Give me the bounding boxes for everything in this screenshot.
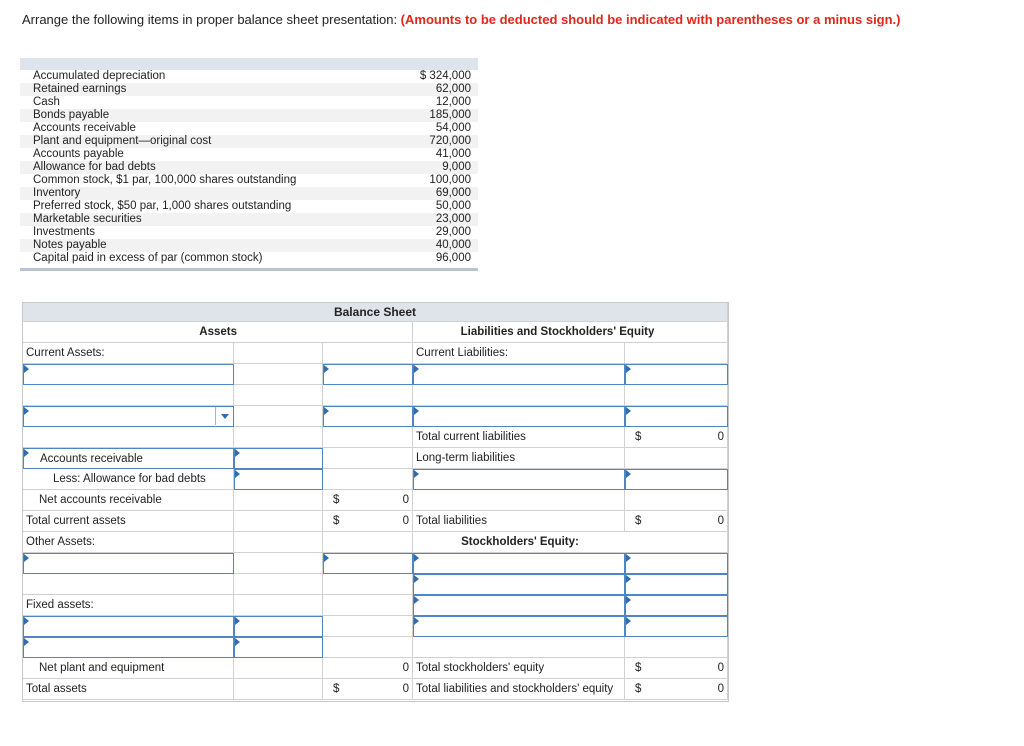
item-label: Investments — [33, 226, 95, 238]
item-label: Accumulated depreciation — [33, 70, 166, 82]
item-row — [20, 96, 478, 109]
item-amount: 69,000 — [435, 187, 471, 199]
item-row — [20, 148, 478, 161]
item-label: Bonds payable — [33, 109, 110, 121]
item-row — [20, 252, 478, 265]
total-assets-label: Total assets — [23, 679, 234, 700]
dollar-sign: $ — [333, 494, 340, 506]
dollar-sign: $ — [635, 515, 642, 527]
current-liability-2-amount-input[interactable] — [625, 406, 728, 427]
item-row — [20, 174, 478, 187]
equity-4-input[interactable] — [413, 616, 625, 637]
item-amount: 23,000 — [435, 213, 471, 225]
total-liab-se-value — [625, 679, 728, 700]
current-liability-1-input[interactable] — [413, 364, 625, 385]
instructions-text: Arrange the following items in proper balance sheet presentation: — [22, 12, 401, 27]
item-row — [20, 109, 478, 122]
balance-sheet — [22, 302, 729, 702]
total-liabilities-value — [625, 511, 728, 532]
item-amount: 12,000 — [435, 96, 471, 108]
total-current-assets-amount: 0 — [402, 515, 409, 527]
item-label: Retained earnings — [33, 83, 127, 95]
accounts-receivable-label[interactable]: Accounts receivable — [23, 448, 234, 469]
total-se-amount: 0 — [717, 662, 724, 674]
net-accounts-receivable-amount: 0 — [402, 494, 409, 506]
dollar-sign: $ — [635, 431, 642, 443]
equity-2-input[interactable] — [413, 574, 625, 595]
stockholders-equity-label: Stockholders' Equity: — [413, 532, 728, 553]
item-row — [20, 161, 478, 174]
fixed-asset-1-input[interactable] — [23, 616, 234, 637]
accounts-receivable-amount-input[interactable] — [234, 448, 323, 469]
item-amount: 9,000 — [442, 161, 471, 173]
item-amount: 96,000 — [435, 252, 471, 264]
total-assets-value — [323, 679, 413, 700]
item-label: Marketable securities — [33, 213, 142, 225]
items-table-header — [20, 58, 478, 70]
other-asset-amount-input[interactable] — [323, 553, 413, 574]
item-row — [20, 135, 478, 148]
less-allowance-label: Less: Allowance for bad debts — [23, 469, 234, 490]
assets-header: Assets — [23, 322, 413, 343]
item-amount: 62,000 — [435, 83, 471, 95]
items-table-footer — [20, 268, 478, 271]
equity-3-input[interactable] — [413, 595, 625, 616]
fixed-asset-1-amount-input[interactable] — [234, 616, 323, 637]
equity-2-amount-input[interactable] — [625, 574, 728, 595]
equity-3-amount-input[interactable] — [625, 595, 728, 616]
total-se-label: Total stockholders' equity — [413, 658, 625, 679]
total-current-assets-label: Total current assets — [23, 511, 234, 532]
item-label: Plant and equipment—original cost — [33, 135, 212, 147]
item-amount: 40,000 — [435, 239, 471, 251]
long-term-liabilities-label: Long-term liabilities — [413, 448, 625, 469]
item-row — [20, 70, 478, 83]
item-label: Capital paid in excess of par (common stock) — [33, 252, 263, 264]
net-plant-amount: 0 — [323, 658, 413, 679]
current-asset-2-select[interactable] — [23, 406, 234, 427]
total-current-liabilities-value — [625, 427, 728, 448]
allowance-amount-input[interactable] — [234, 469, 323, 490]
item-label: Preferred stock, $50 par, 1,000 shares outstanding — [33, 200, 292, 212]
item-amount: 29,000 — [435, 226, 471, 238]
total-liab-se-label: Total liabilities and stockholders' equity — [413, 679, 625, 700]
item-amount: 720,000 — [429, 135, 471, 147]
liabilities-equity-header: Liabilities and Stockholders' Equity — [413, 322, 728, 343]
item-row — [20, 122, 478, 135]
equity-4-amount-input[interactable] — [625, 616, 728, 637]
item-row — [20, 239, 478, 252]
item-label: Notes payable — [33, 239, 107, 251]
item-amount: 100,000 — [429, 174, 471, 186]
current-liability-2-input[interactable] — [413, 406, 625, 427]
chevron-down-icon[interactable] — [215, 407, 233, 425]
total-current-assets-value — [323, 511, 413, 532]
total-assets-amount: 0 — [402, 683, 409, 695]
current-assets-label: Current Assets: — [23, 343, 234, 364]
dollar-sign: $ — [333, 515, 340, 527]
item-row — [20, 83, 478, 96]
dollar-sign: $ — [635, 662, 642, 674]
other-assets-label: Other Assets: — [23, 532, 234, 553]
items-table — [20, 58, 478, 271]
current-asset-2-amount-input[interactable] — [323, 406, 413, 427]
item-row — [20, 187, 478, 200]
item-amount: $ 324,000 — [419, 70, 471, 82]
current-liabilities-label: Current Liabilities: — [413, 343, 625, 364]
item-label: Inventory — [33, 187, 81, 199]
net-accounts-receivable-value — [323, 490, 413, 511]
current-asset-1-input[interactable] — [23, 364, 234, 385]
total-liabilities-label: Total liabilities — [413, 511, 625, 532]
instructions-emphasis: (Amounts to be deducted should be indicated with parentheses or a minus sign.) — [400, 12, 901, 27]
item-label: Common stock, $1 par, 100,000 shares outstanding — [33, 174, 297, 186]
balance-sheet-title: Balance Sheet — [23, 303, 728, 322]
item-amount: 50,000 — [435, 200, 471, 212]
long-term-liability-input[interactable] — [413, 469, 625, 490]
equity-1-amount-input[interactable] — [625, 553, 728, 574]
item-label: Accounts payable — [33, 148, 124, 160]
total-se-value — [625, 658, 728, 679]
item-row — [20, 226, 478, 239]
total-liab-se-amount: 0 — [717, 683, 724, 695]
item-label: Accounts receivable — [33, 122, 136, 134]
fixed-asset-2-amount-input[interactable] — [234, 637, 323, 658]
current-asset-1-amount-input[interactable] — [323, 364, 413, 385]
item-row — [20, 213, 478, 226]
fixed-asset-2-input[interactable] — [23, 637, 234, 658]
total-liabilities-amount: 0 — [717, 515, 724, 527]
item-label: Cash — [33, 96, 60, 108]
item-label: Allowance for bad debts — [33, 161, 156, 173]
other-asset-input[interactable] — [23, 553, 234, 574]
item-amount: 185,000 — [429, 109, 471, 121]
total-current-liabilities-amount: 0 — [717, 431, 724, 443]
item-amount: 41,000 — [435, 148, 471, 160]
item-row — [20, 200, 478, 213]
item-amount: 54,000 — [435, 122, 471, 134]
dollar-sign: $ — [635, 683, 642, 695]
long-term-liability-amount-input[interactable] — [625, 469, 728, 490]
equity-1-input[interactable] — [413, 553, 625, 574]
fixed-assets-label: Fixed assets: — [23, 595, 234, 616]
dollar-sign: $ — [333, 683, 340, 695]
net-plant-label: Net plant and equipment — [23, 658, 234, 679]
net-accounts-receivable-label: Net accounts receivable — [23, 490, 234, 511]
total-current-liabilities-label: Total current liabilities — [413, 427, 625, 448]
current-liability-1-amount-input[interactable] — [625, 364, 728, 385]
instructions — [22, 12, 901, 27]
